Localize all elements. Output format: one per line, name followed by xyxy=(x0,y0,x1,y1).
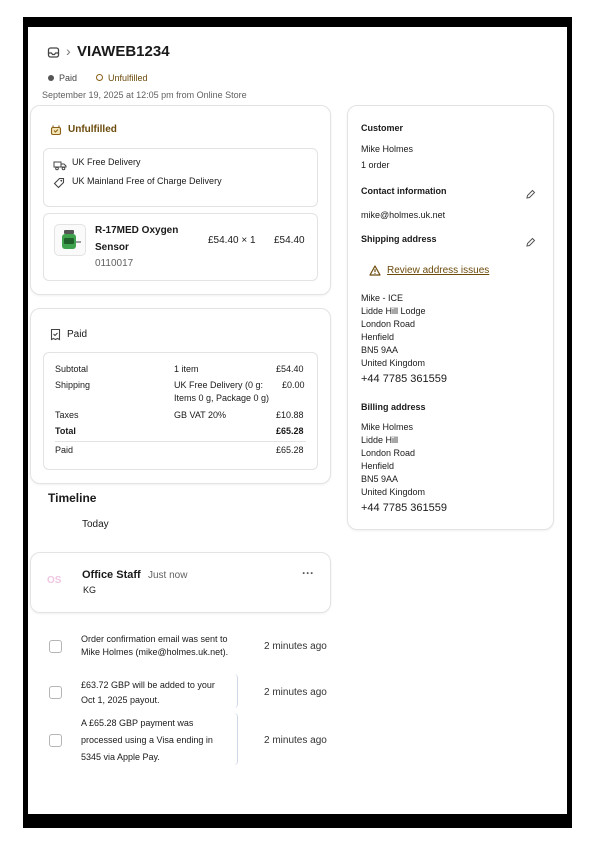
timeline-event-1-time[interactable]: 2 minutes ago xyxy=(264,641,327,652)
product-name-line1[interactable]: R-17MED Oxygen xyxy=(95,225,179,236)
shipping-line: BN5 9AA xyxy=(361,345,399,355)
customer-order-count[interactable]: 1 order xyxy=(361,160,390,170)
order-page xyxy=(28,27,567,814)
customer-email[interactable]: mike@holmes.uk.net xyxy=(361,210,446,220)
timeline-event-2-line2: Oct 1, 2025 payout. xyxy=(81,695,160,705)
billing-address-title: Billing address xyxy=(361,402,426,412)
billing-line: Henfield xyxy=(361,461,395,471)
shipping-line: London Road xyxy=(361,319,416,329)
line-item-box xyxy=(43,213,318,281)
product-price-qty: £54.40 × 1 xyxy=(208,235,256,246)
warning-icon xyxy=(369,263,381,281)
paid-amount: £65.28 xyxy=(276,445,304,455)
timeline-event-marker xyxy=(49,640,62,653)
shipping-detail: UK Free Delivery (0 g: xyxy=(174,380,264,390)
receipt-check-icon xyxy=(50,328,61,346)
subtotal-detail: 1 item xyxy=(174,364,199,374)
total-label: Total xyxy=(55,426,76,436)
breadcrumb-separator: › xyxy=(66,43,71,59)
customer-name-link[interactable]: Mike Holmes xyxy=(361,144,414,154)
billing-line: London Road xyxy=(361,448,416,458)
delivery-detail: UK Mainland Free of Charge Delivery xyxy=(72,176,222,186)
tag-icon xyxy=(53,176,65,194)
shipping-line: Mike - ICE xyxy=(361,293,404,303)
billing-line: United Kingdom xyxy=(361,487,426,497)
taxes-detail[interactable]: GB VAT 20% xyxy=(174,410,227,420)
timeline-event-1-line1: Order confirmation email was sent to xyxy=(81,634,228,644)
timeline-title: Timeline xyxy=(48,491,97,505)
contact-info-title: Contact information xyxy=(361,186,447,196)
total-amount: £65.28 xyxy=(276,426,304,436)
comment-body: KG xyxy=(83,585,97,595)
comment-time: Just now xyxy=(148,570,188,581)
shipping-line: Lidde Hill Lodge xyxy=(361,306,426,316)
payment-card xyxy=(30,308,331,484)
shipping-amount: £0.00 xyxy=(282,380,305,390)
review-address-link[interactable]: Review address issues xyxy=(387,265,490,276)
shipping-line: Henfield xyxy=(361,332,395,342)
timeline-event-marker xyxy=(49,734,62,747)
taxes-label: Taxes xyxy=(55,410,79,420)
edit-contact-pencil-icon[interactable] xyxy=(525,187,536,205)
billing-line: Lidde Hill xyxy=(361,435,399,445)
product-sku: 0110017 xyxy=(95,258,134,269)
orders-icon[interactable] xyxy=(47,46,60,64)
timeline-event-1-line2: Mike Holmes (mike@holmes.uk.net). xyxy=(81,647,229,657)
avatar: OS xyxy=(47,575,62,586)
unfulfilled-title: Unfulfilled xyxy=(68,124,117,135)
subtotal-label: Subtotal xyxy=(55,364,89,374)
unfulfilled-dot-icon xyxy=(96,74,103,81)
fulfillment-icon xyxy=(50,123,62,141)
shipping-label: Shipping xyxy=(55,380,91,390)
order-date: September 19, 2025 at 12:05 pm from Online Store xyxy=(42,90,247,100)
unfulfilled-card xyxy=(30,105,331,295)
billing-phone[interactable]: +44 7785 361559 xyxy=(361,502,447,514)
shipping-address-title: Shipping address xyxy=(361,234,437,244)
timeline-event-marker xyxy=(49,686,62,699)
paid-status-badge: Paid xyxy=(59,73,78,83)
truck-icon xyxy=(53,158,67,176)
taxes-amount: £10.88 xyxy=(276,410,304,420)
paid-dot-icon xyxy=(48,75,54,81)
timeline-event-3-line1: A £65.28 GBP payment was xyxy=(81,718,194,728)
timeline-today: Today xyxy=(82,519,109,530)
customer-card xyxy=(347,105,554,530)
timeline-event-3-line3: 5345 via Apple Pay. xyxy=(81,752,160,762)
billing-line: Mike Holmes xyxy=(361,422,414,432)
customer-title: Customer xyxy=(361,123,404,133)
product-line-total: £54.40 xyxy=(274,235,305,246)
product-image[interactable] xyxy=(54,224,86,256)
subtotal-amount: £54.40 xyxy=(276,364,304,374)
edit-shipping-pencil-icon[interactable] xyxy=(525,235,536,253)
payment-title: Paid xyxy=(67,329,88,340)
page-title: VIAWEB1234 xyxy=(77,43,170,60)
timeline-event-2-time[interactable]: 2 minutes ago xyxy=(264,687,327,698)
shipping-line: United Kingdom xyxy=(361,358,426,368)
delivery-method: UK Free Delivery xyxy=(72,157,141,167)
timeline-event-3-line2: processed using a Visa ending in xyxy=(81,735,213,745)
timeline-event-3-time[interactable]: 2 minutes ago xyxy=(264,735,327,746)
comment-author: Office Staff xyxy=(82,569,141,581)
shipping-detail-line2: Items 0 g, Package 0 g) xyxy=(174,393,270,403)
billing-line: BN5 9AA xyxy=(361,474,399,484)
product-name-line2[interactable]: Sensor xyxy=(95,242,129,253)
comment-menu-button[interactable]: ··· xyxy=(302,566,314,580)
unfulfilled-status-badge: Unfulfilled xyxy=(108,73,148,83)
shipping-phone[interactable]: +44 7785 361559 xyxy=(361,373,447,385)
paid-label: Paid xyxy=(55,445,74,455)
delivery-method-box xyxy=(43,148,318,207)
payment-summary-box xyxy=(43,352,318,470)
comment-card xyxy=(30,552,331,613)
timeline-event-2-line1: £63.72 GBP will be added to your xyxy=(81,680,215,690)
payment-divider xyxy=(55,441,306,442)
